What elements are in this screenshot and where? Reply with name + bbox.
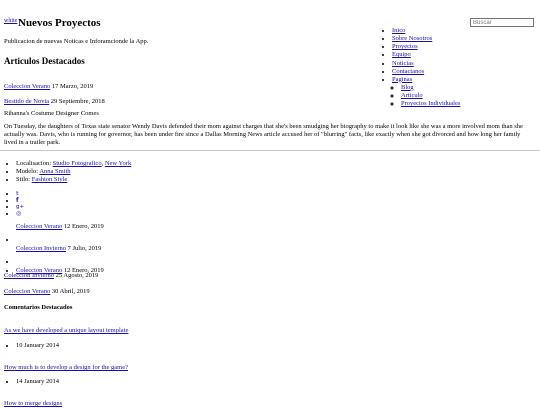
related-post-link[interactable]: Coleccion Verano (16, 267, 63, 275)
style-link[interactable]: Fashion Style (31, 176, 68, 184)
facebook-icon[interactable]: f (16, 196, 19, 204)
list-item (16, 245, 104, 253)
list-item (16, 236, 104, 240)
nav-item-proyectos[interactable]: Proyectos (392, 43, 418, 51)
google-plus-icon[interactable]: g+ (16, 204, 25, 210)
nav-subitem-blog[interactable]: Blog (401, 83, 414, 91)
comment-date: • 10 January 2014 (4, 342, 59, 350)
more-post-date: 30 Abril, 2019 (51, 288, 90, 295)
detail-location: • Localisacion: Studio Fotografico, New York (16, 160, 131, 168)
nav-item-paginas[interactable]: Paginas (392, 75, 413, 83)
more-post-link[interactable]: Coleccion Invierno (4, 272, 54, 279)
site-title: Nuevos Proyectos (18, 17, 101, 29)
featured-post (4, 98, 105, 106)
more-post (4, 288, 90, 296)
twitter-icon[interactable]: 𝕥 (16, 191, 19, 197)
featured-post-date: 17 Marzo, 2019 (51, 83, 94, 90)
featured-post-date: 29 Septiembre, 2018 (50, 98, 105, 105)
related-post-link[interactable]: Coleccion Invierno (16, 245, 66, 253)
related-post-link[interactable]: Coleccion Verano (16, 223, 63, 230)
more-post (4, 272, 98, 280)
nav-item-noticias[interactable]: Noticias (392, 59, 414, 67)
social-links (4, 190, 24, 216)
related-post-date: 12 Enero, 2019 (63, 267, 104, 275)
detail-style: • Stilo: Fashion Style (16, 176, 131, 184)
logo-link[interactable]: white (4, 18, 18, 24)
main-nav (383, 27, 460, 108)
comment-date: • 14 January 2014 (4, 378, 59, 386)
comment-link[interactable]: How to merge designs (4, 400, 63, 407)
featured-post-link[interactable]: Coleccion Verano (4, 83, 51, 90)
nav-item-contactanos[interactable]: Contactanos (392, 67, 425, 75)
comment-link[interactable]: How much is to develop a design for the game? (4, 364, 129, 371)
featured-post (4, 83, 93, 91)
related-post-date: 12 Enero, 2019 (63, 223, 104, 230)
more-post-date: 25 Agosto, 2019 (55, 272, 99, 279)
nav-item-inicio[interactable]: Inico (392, 27, 406, 34)
divider (0, 150, 540, 151)
comment-link[interactable]: As we have developed a unique layout template (4, 327, 129, 334)
nav-item-sobre-nosotros[interactable]: Sobre Nosotros (392, 35, 433, 43)
location-link[interactable]: New York (104, 160, 132, 167)
site-tagline: Publicacion de nuevas Noticas e Inforamcionde la App. (4, 38, 149, 45)
featured-headline: Rihanna's Costume Designer Comes (4, 110, 99, 117)
post-details (4, 160, 131, 184)
model-link[interactable]: Anna Smith (39, 168, 71, 176)
detail-model: • Modelo: Anna Smith (16, 168, 131, 176)
more-post-link[interactable]: Coleccion Verano (4, 288, 51, 295)
comments-heading: Comentarios Destacados (4, 304, 73, 311)
featured-post-link[interactable]: Bestido de Novia (4, 98, 50, 105)
list-item (16, 223, 104, 231)
related-post-date: 7 Julio, 2019 (67, 245, 102, 253)
featured-heading: Articulos Destacados (4, 56, 85, 66)
nav-subitem-proyectos-individuales[interactable]: Proyectos Individuales (401, 100, 461, 108)
instagram-icon[interactable]: ◎ (16, 209, 22, 217)
nav-item-equipo[interactable]: Equipo (392, 51, 411, 59)
location-link[interactable]: Studio Fotografico (52, 160, 102, 167)
search-input[interactable] (470, 18, 534, 27)
nav-subitem-articulo[interactable]: Articulo (401, 92, 423, 99)
featured-excerpt: On Tuesday, the daughters of Texas state senator Wendy Davis defended their mom against charges that she's been smudging her biography to make it look like she was a more involved mom than she actually was. Davis, who is running for governor, has been under fire since a Dallas Morning News article accused her of "blurring" facts, like exactly when she got divorced and how long her family lived in a trailer park. (4, 123, 523, 147)
list-item (16, 258, 104, 262)
